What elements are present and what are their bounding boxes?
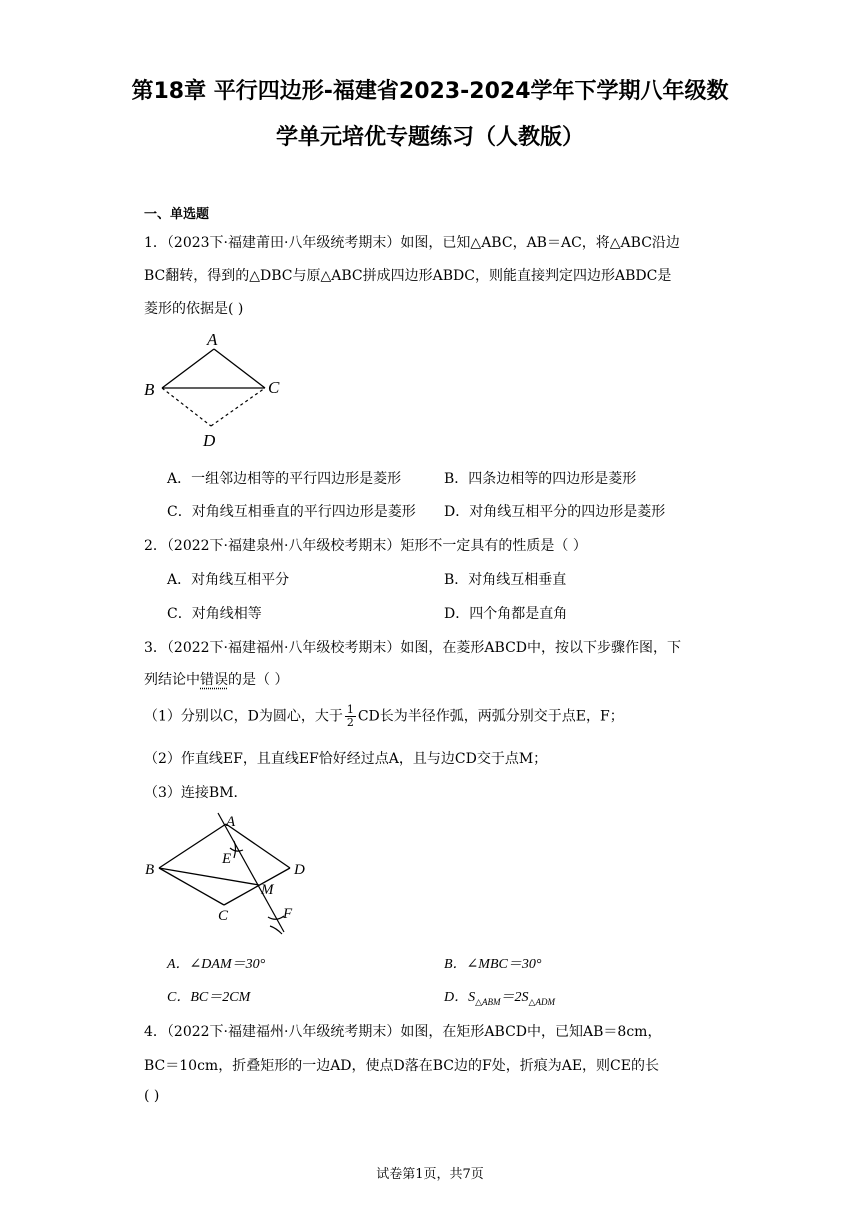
q1-label-a: A xyxy=(207,330,218,349)
document-title-line2: 学单元培优专题练习（人教版） xyxy=(275,125,584,150)
q3-label-b: B xyxy=(145,862,155,878)
q3-label-a: A xyxy=(226,814,236,830)
q3-option-d-pre: D．S xyxy=(444,990,476,1005)
page-footer: 试卷第1页，共7页 xyxy=(376,1167,484,1182)
q3-step1-pre: （1）分别以C，D为圆心，大于 xyxy=(144,708,343,725)
q4-line3: ( ) xyxy=(144,1088,160,1104)
document-title-line1: 第18章 平行四边形-福建省2023-2024学年下学期八年级数 xyxy=(131,79,729,104)
q1-option-c[interactable]: C．对角线互相垂直的平行四边形是菱形 xyxy=(167,504,416,520)
q3-option-b[interactable]: B．∠MBC＝30° xyxy=(444,957,542,972)
q3-line2-pre: 列结论中 xyxy=(144,672,200,688)
q1-label-c: C xyxy=(268,378,280,397)
q1-option-a[interactable]: A．一组邻边相等的平行四边形是菱形 xyxy=(167,471,402,487)
q3-label-d: D xyxy=(294,862,305,878)
q3-line2-post: 的是（ ） xyxy=(228,672,289,688)
q1-option-d[interactable]: D．对角线互相平分的四边形是菱形 xyxy=(444,504,666,520)
q3-fraction-den: 2 xyxy=(346,716,354,729)
q3-option-d-sub2: △ADM xyxy=(528,996,555,1007)
q4-line2: BC＝10cm，折叠矩形的一边AD，使点D落在BC边的F处，折痕为AE，则CE的长 xyxy=(144,1058,659,1074)
q3-step3: （3）连接BM． xyxy=(144,785,248,801)
q1-label-d: D xyxy=(203,431,216,450)
q1-label-b: B xyxy=(144,380,155,399)
q1-line3: 菱形的依据是( ) xyxy=(144,301,244,317)
q3-step1 xyxy=(144,704,624,729)
q1-line2: BC翻转，得到的△DBC与原△ABC拼成四边形ABDC，则能直接判定四边形ABDC是 xyxy=(144,268,672,284)
q3-option-a[interactable]: A．∠DAM＝30° xyxy=(167,957,266,972)
q2-option-c[interactable]: C．对角线相等 xyxy=(167,606,262,622)
q3-line2-emphasis: 错误 xyxy=(200,672,228,688)
q1-figure xyxy=(140,328,290,453)
q3-label-m: M xyxy=(261,882,274,898)
q3-fraction-num: 1 xyxy=(346,703,354,716)
q4-line1: 4．（2022下·福建福州·八年级统考期末）如图，在矩形ABCD中，已知AB＝8cm， xyxy=(144,1024,662,1040)
q1-option-b[interactable]: B．四条边相等的四边形是菱形 xyxy=(444,471,637,487)
q3-line2 xyxy=(144,669,288,689)
q3-figure xyxy=(142,810,317,940)
q3-fraction xyxy=(345,704,356,729)
q3-option-c[interactable]: C．BC＝2CM xyxy=(167,990,251,1005)
q2-option-d[interactable]: D．四个角都是直角 xyxy=(444,606,568,622)
q3-step2: （2）作直线EF，且直线EF恰好经过点A，且与边CD交于点M； xyxy=(144,751,548,767)
q3-step1-post: CD长为半径作弧，两弧分别交于点E，F； xyxy=(357,708,624,725)
q3-label-e: E xyxy=(222,851,232,867)
q2-line1: 2．（2022下·福建泉州·八年级校考期末）矩形不一定具有的性质是（ ） xyxy=(144,538,587,554)
q3-line1: 3．（2022下·福建福州·八年级校考期末）如图，在菱形ABCD中，按以下步骤作图，下 xyxy=(144,640,682,656)
q1-line1: 1．（2023下·福建莆田·八年级统考期末）如图，已知△ABC，AB＝AC，将△ABC沿边 xyxy=(144,235,680,251)
q3-label-f: F xyxy=(283,906,293,922)
q3-label-c: C xyxy=(218,908,229,924)
q3-option-d-mid: ＝2S xyxy=(500,990,529,1005)
section-heading: 一、单选题 xyxy=(144,207,210,222)
q2-option-b[interactable]: B．对角线互相垂直 xyxy=(444,572,567,588)
q3-option-d-sub1: △ABM xyxy=(475,996,501,1007)
q3-option-d[interactable] xyxy=(444,986,555,1008)
q2-option-a[interactable]: A．对角线互相平分 xyxy=(167,572,290,588)
